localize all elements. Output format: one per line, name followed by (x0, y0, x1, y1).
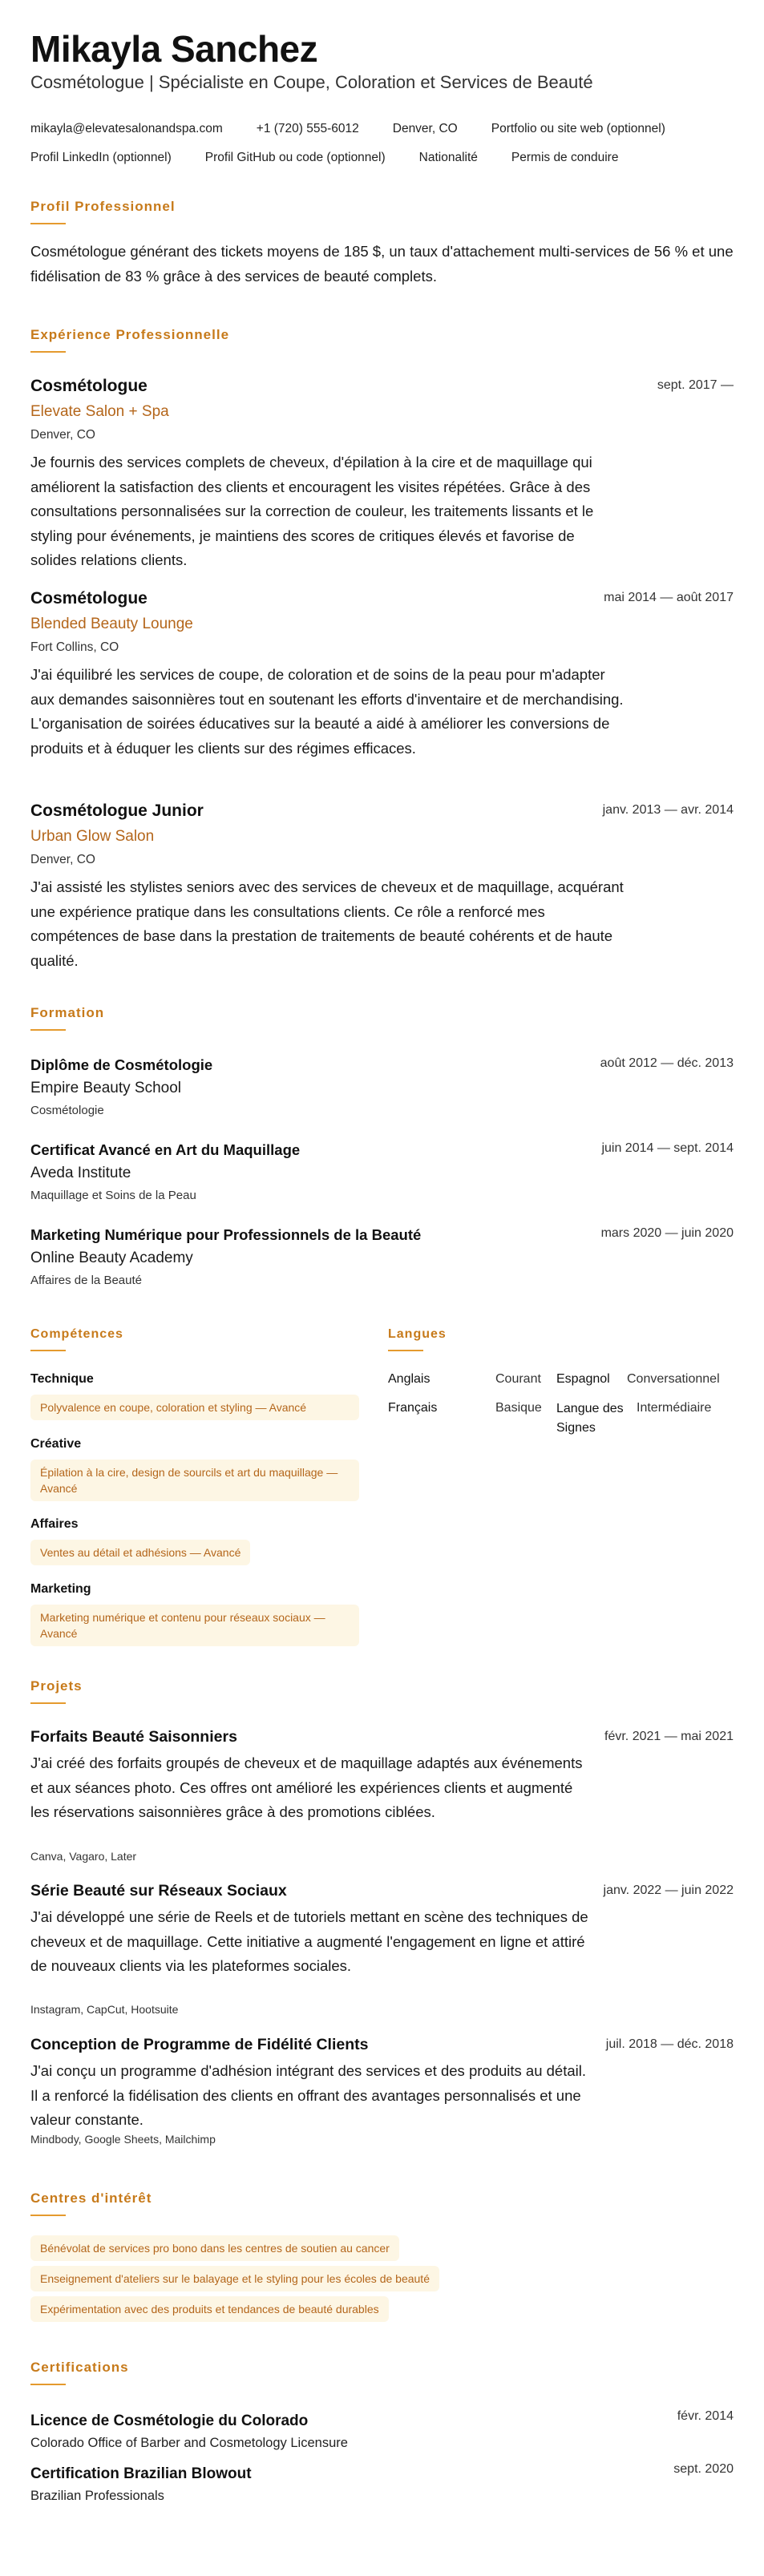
section-title-skills: Compétences (30, 1327, 123, 1341)
contact-portfolio[interactable]: Portfolio ou site web (optionnel) (491, 122, 665, 135)
certification-title: Certification Brazilian Blowout (30, 2465, 252, 2482)
project-title: Forfaits Beauté Saisonniers (30, 1728, 237, 1746)
education-field: Affaires de la Beauté (30, 1274, 142, 1287)
resume-name: Mikayla Sanchez (30, 28, 318, 70)
section-rule (30, 351, 66, 353)
interest-pill: Expérimentation avec des produits et tendances de beauté durables (30, 2296, 389, 2322)
contact-phone[interactable]: +1 (720) 555-6012 (256, 122, 359, 135)
certification-date: févr. 2014 (677, 2409, 734, 2423)
skill-pill: Marketing numérique et contenu pour réseaux sociaux — Avancé (30, 1605, 359, 1646)
language-name: Espagnol (556, 1372, 610, 1386)
contact-driving-license: Permis de conduire (511, 151, 619, 164)
certification-date: sept. 2020 (673, 2462, 734, 2476)
project-description: J'ai conçu un programme d'adhésion intégrant des services et des produits au détail. Il a renforcé la fidélisation des clients en offrant des avantages personnalisés et une valeur constante. (30, 2062, 586, 2128)
interest-pill: Enseignement d'ateliers sur le balayage et le styling pour les écoles de beauté (30, 2266, 439, 2291)
skill-category: Créative (30, 1437, 82, 1451)
education-school: Aveda Institute (30, 1165, 131, 1181)
contact-list (30, 115, 734, 172)
skill-pill: Épilation à la cire, design de sourcils et art du maquillage — Avancé (30, 1460, 359, 1501)
certification-issuer: Brazilian Professionals (30, 2489, 164, 2503)
language-name: Anglais (388, 1372, 431, 1386)
education-date: août 2012 — déc. 2013 (600, 1056, 734, 1070)
education-date: mars 2020 — juin 2020 (600, 1226, 734, 1240)
contact-location: Denver, CO (392, 122, 458, 135)
education-degree: Certificat Avancé en Art du Maquillage (30, 1141, 301, 1158)
contact-email[interactable]: mikayla@elevatesalonandspa.com (30, 122, 223, 135)
experience-company: Blended Beauty Lounge (30, 616, 193, 632)
project-date: juil. 2018 — déc. 2018 (605, 2037, 734, 2051)
experience-company: Urban Glow Salon (30, 828, 155, 845)
resume-headline: Cosmétologue | Spécialiste en Coupe, Coloration et Services de Beauté (30, 72, 593, 92)
experience-location: Denver, CO (30, 428, 95, 442)
experience-title: Cosmétologue (30, 377, 148, 395)
project-date: janv. 2022 — juin 2022 (603, 1884, 734, 1897)
interest-pill: Bénévolat de services pro bono dans les centres de soutien au cancer (30, 2235, 399, 2261)
project-tools: Mindbody, Google Sheets, Mailchimp (30, 2133, 216, 2146)
section-title-experience: Expérience Professionnelle (30, 327, 230, 342)
contact-github[interactable]: Profil GitHub ou code (optionnel) (204, 151, 386, 164)
section-title-certifications: Certifications (30, 2360, 129, 2375)
certification-issuer: Colorado Office of Barber and Cosmetology Licensure (30, 2436, 348, 2450)
education-degree: Marketing Numérique pour Professionnels de la Beauté (30, 1226, 422, 1243)
education-school: Empire Beauty School (30, 1080, 181, 1096)
project-title: Série Beauté sur Réseaux Sociaux (30, 1882, 287, 1900)
skill-pill: Polyvalence en coupe, coloration et styling — Avancé (30, 1395, 359, 1420)
skill-pill: Ventes au détail et adhésions — Avancé (30, 1540, 250, 1565)
section-rule (388, 1350, 423, 1351)
language-level: Conversationnel (627, 1372, 720, 1386)
section-rule (30, 2215, 66, 2216)
education-field: Maquillage et Soins de la Peau (30, 1189, 196, 1202)
section-title-profile: Profil Professionnel (30, 199, 176, 214)
skill-category: Technique (30, 1372, 94, 1386)
section-title-projects: Projets (30, 1678, 83, 1694)
language-level: Basique (495, 1401, 542, 1415)
project-description: J'ai développé une série de Reels et de tutoriels mettant en scène des techniques de cheveux et de maquillage. Cette initiative a augmenté l'engagement en ligne et attiré de nouveaux clients via les plateformes sociales. (30, 1908, 588, 1974)
language-level: Intermédiaire (637, 1401, 712, 1415)
profile-summary: Cosmétologue générant des tickets moyens de 185 $, un taux d'attachement multi-services de 56 % et une fidélisation de 83 % grâce à des services de beauté complets. (30, 243, 734, 285)
section-rule (30, 2384, 66, 2385)
section-rule (30, 1029, 66, 1031)
skill-category: Marketing (30, 1582, 91, 1596)
language-level: Courant (495, 1372, 541, 1386)
contact-nationality: Nationalité (418, 151, 478, 164)
experience-location: Fort Collins, CO (30, 640, 119, 654)
language-name: Langue des Signes (556, 1402, 624, 1435)
experience-date: sept. 2017 — (657, 378, 734, 392)
section-rule (30, 1350, 66, 1351)
education-degree: Diplôme de Cosmétologie (30, 1056, 213, 1073)
experience-description: J'ai équilibré les services de coupe, de coloration et de soins de la peau pour m'adapter aux demandes saisonnières tout en soutenant les efforts d'inventaire et de merchandising. L'organisation de soirées éducatives sur la beauté a aidé à améliorer les conversions de produits et à éduquer les clients sur des régimes efficaces. (30, 666, 624, 757)
language-name: Français (388, 1401, 438, 1415)
education-school: Online Beauty Academy (30, 1250, 193, 1266)
education-date: juin 2014 — sept. 2014 (601, 1141, 734, 1155)
section-title-interests: Centres d'intérêt (30, 2190, 152, 2206)
experience-description: Je fournis des services complets de cheveux, d'épilation à la cire et de maquillage qui améliorent la satisfaction des clients et encouragent les visites répétées. Grâce à des consultations personnalisées sur la correction de couleur, les traitements lissants et le styling pour événements, je maintiens des scores de critiques élevés et favorise de solides relations clients. (30, 454, 594, 568)
experience-date: janv. 2013 — avr. 2014 (602, 803, 734, 817)
section-rule (30, 223, 66, 224)
experience-company: Elevate Salon + Spa (30, 403, 169, 420)
section-title-languages: Langues (388, 1327, 447, 1341)
experience-date: mai 2014 — août 2017 (604, 591, 734, 604)
experience-location: Denver, CO (30, 853, 95, 866)
contact-linkedin[interactable]: Profil LinkedIn (optionnel) (30, 151, 172, 164)
skill-category: Affaires (30, 1517, 79, 1531)
section-title-education: Formation (30, 1005, 105, 1020)
project-date: févr. 2021 — mai 2021 (604, 1730, 734, 1743)
experience-title: Cosmétologue Junior (30, 801, 204, 820)
experience-description: J'ai assisté les stylistes seniors avec des services de cheveux et de maquillage, acquérant une expérience pratique dans les consultations clients. Ce rôle a renforcé mes compétences de base dans la prestation de traitements de beauté cohérents et de haute qualité. (30, 878, 624, 969)
project-description: J'ai créé des forfaits groupés de cheveux et de maquillage adaptés aux événements et aux séances photo. Ces offres ont amélioré les expériences clients et augmenté les réservations saisonnières grâce à des promotions ciblées. (30, 1754, 583, 1820)
education-field: Cosmétologie (30, 1104, 104, 1117)
project-tools: Instagram, CapCut, Hootsuite (30, 2003, 179, 2016)
project-title: Conception de Programme de Fidélité Clients (30, 2036, 369, 2053)
experience-title: Cosmétologue (30, 589, 148, 608)
certification-title: Licence de Cosmétologie du Colorado (30, 2412, 309, 2429)
project-tools: Canva, Vagaro, Later (30, 1850, 137, 1863)
section-rule (30, 1702, 66, 1704)
